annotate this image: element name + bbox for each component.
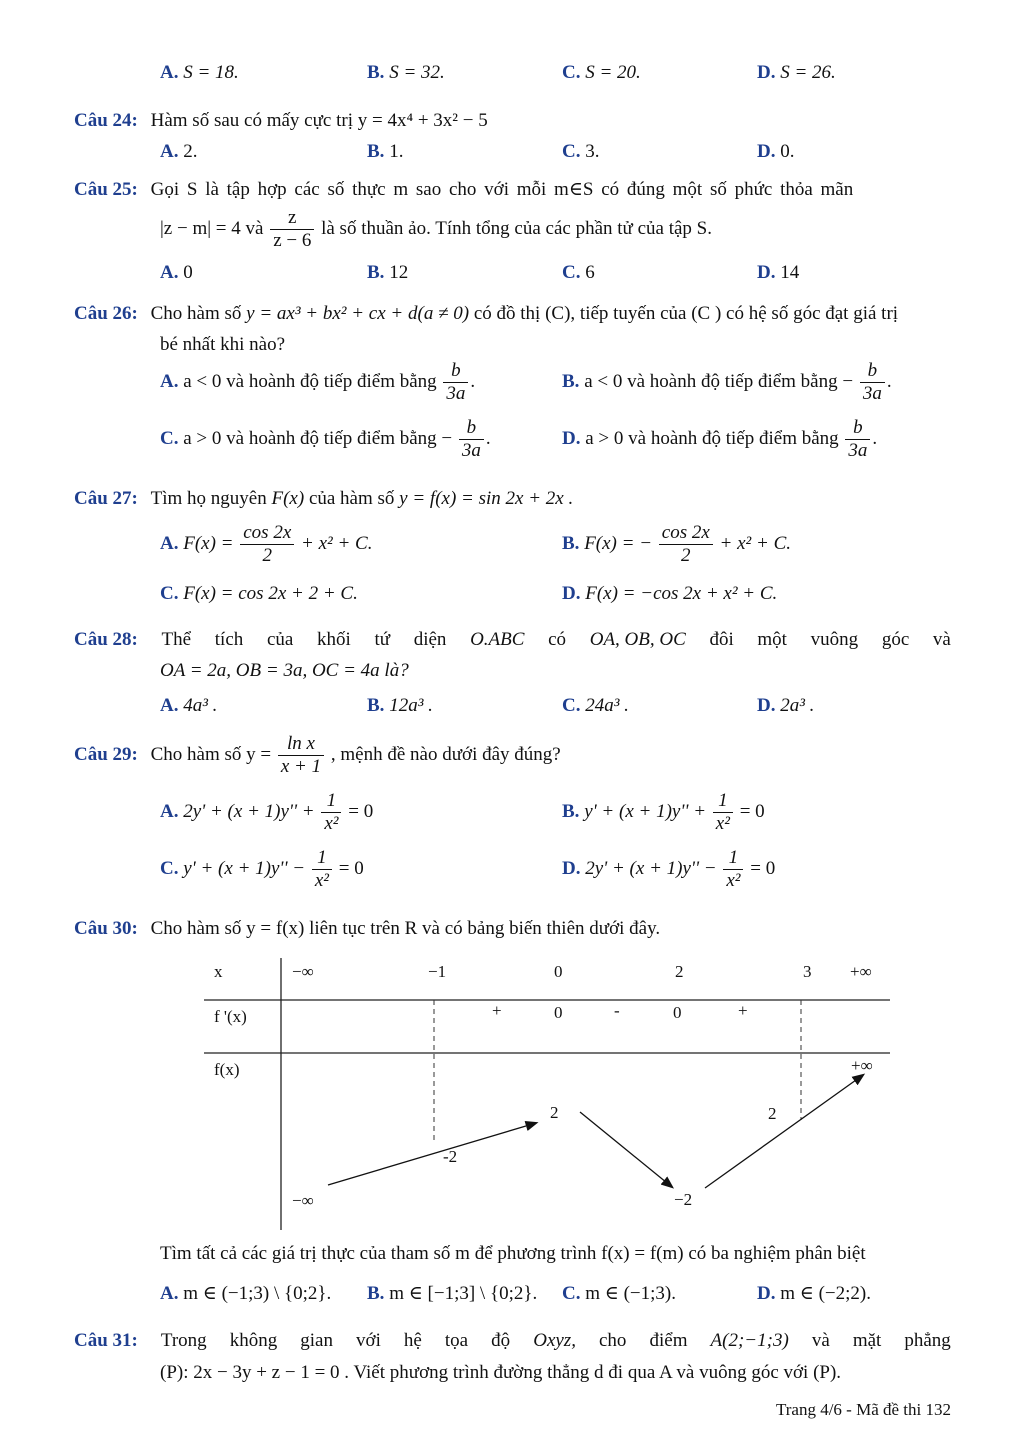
option-d: 0. <box>780 141 795 162</box>
question-label: Câu 24: <box>74 110 138 131</box>
formula: y = f(x) = sin 2x + 2x . <box>399 488 574 509</box>
option-a-text: a < 0 và hoành độ tiếp điểm bằng <box>183 370 437 392</box>
word: Oxyz, <box>533 1330 576 1351</box>
frac-den: x + 1 <box>280 756 322 777</box>
word: tọa <box>444 1330 469 1351</box>
option-d-label: D. <box>757 262 776 283</box>
condition-text: |z − m| = 4 và <box>160 217 264 239</box>
word: tứ <box>374 629 391 650</box>
option-b-pre: F(x) = − <box>584 532 653 554</box>
row-label-fprime: f '(x) <box>214 1007 247 1026</box>
word: diện <box>413 629 447 650</box>
question-28 <box>74 629 951 651</box>
function-name: F(x) <box>271 488 305 509</box>
page-footer: Trang 4/6 - Mã đề thi 132 <box>775 1400 951 1419</box>
option-b-post: = 0 <box>739 800 765 822</box>
option-c-label: C. <box>160 427 179 449</box>
option-b: B. a < 0 và hoành độ tiếp điểm bằng − $\frac{b}{3a}$ . <box>562 360 892 404</box>
frac-num: cos 2x <box>240 522 294 545</box>
option-b-label: B. <box>367 62 385 83</box>
word: cho <box>599 1330 627 1351</box>
word: và <box>811 1330 830 1351</box>
option-d-label: D. <box>757 695 776 716</box>
f-value: 2 <box>768 1104 777 1123</box>
formula: y = ax³ + bx² + cx + d(a ≠ 0) <box>246 303 470 324</box>
fprime-zero: 0 <box>673 1003 682 1022</box>
question-label: Câu 27: <box>74 488 138 509</box>
option-b-label: B. <box>367 141 385 162</box>
option-b-label: B. <box>562 370 580 392</box>
frac-num: 1 <box>312 847 332 870</box>
question-label: Câu 31: <box>74 1330 138 1351</box>
question-label: Câu 28: <box>74 629 138 650</box>
option-b-pre: y' + (x + 1)y'' + <box>584 800 707 822</box>
word: gian <box>300 1330 333 1351</box>
option-a-label: A. <box>160 141 179 162</box>
option-a: 4a³ . <box>183 695 218 716</box>
option-c-label: C. <box>562 141 581 162</box>
option-c-post: = 0 <box>338 857 364 879</box>
word: và <box>932 629 951 650</box>
x-value: 2 <box>675 962 684 981</box>
f-value: -2 <box>443 1147 458 1166</box>
question-text: Gọi S là tập hợp các số thực m sao cho với mỗi m∈S có đúng một số phức thỏa mãn <box>150 179 854 200</box>
f-value: +∞ <box>851 1056 873 1075</box>
word: tích <box>214 629 244 650</box>
question-text: Cho hàm số y = f(x) liên tục trên R và có bảng biến thiên dưới đây. <box>150 918 661 939</box>
option-a-label: A. <box>160 532 179 554</box>
frac-num: ln x <box>278 733 324 756</box>
option-d <box>562 847 775 892</box>
question-25 <box>74 178 853 201</box>
option-a: m ∈ (−1;3) \ {0;2}. <box>183 1283 332 1304</box>
word: phẳng <box>904 1330 951 1351</box>
frac-num: 1 <box>321 790 341 813</box>
option-c-label: C. <box>562 62 581 83</box>
option-c-label: C. <box>562 262 581 283</box>
option-a-label: A. <box>160 62 179 83</box>
option-d-pre: 2y' + (x + 1)y'' − <box>585 857 717 879</box>
option-c <box>160 847 364 892</box>
fprime-sign: + <box>492 1001 502 1020</box>
option-d: 2a³ . <box>780 695 815 716</box>
question-text-2: có đồ thị (C), tiếp tuyến của (C ) có hệ số góc đạt giá trị <box>473 303 899 324</box>
option-a: 2. <box>183 141 198 162</box>
word: đôi <box>709 629 734 650</box>
option-a-pre: 2y' + (x + 1)y'' + <box>183 800 315 822</box>
question-26 <box>74 303 898 325</box>
word: mặt <box>852 1330 882 1351</box>
option-d: D. a > 0 và hoành độ tiếp điểm bằng $\frac{b}{3a}$ . <box>562 417 878 461</box>
word: của <box>266 629 294 650</box>
option-a-post: + x² + C. <box>301 532 373 554</box>
option-b: 12 <box>389 262 409 283</box>
option-b: 1. <box>389 141 404 162</box>
frac-den: x² <box>324 813 339 834</box>
question-label: Câu 30: <box>74 918 138 939</box>
word: có <box>548 629 567 650</box>
frac-den: x² <box>715 813 730 834</box>
option-b <box>562 790 765 835</box>
option-a-label: A. <box>160 262 179 283</box>
option-b-label: B. <box>562 532 580 554</box>
question-31 <box>74 1330 951 1352</box>
word: Trong <box>160 1330 207 1351</box>
variation-table <box>200 950 900 1232</box>
option-c-pre: y' + (x + 1)y'' − <box>183 857 306 879</box>
option-b-post: + x² + C. <box>719 532 791 554</box>
option-a: S = 18. <box>183 62 239 83</box>
word: O.ABC <box>470 629 525 650</box>
frac-den: 2 <box>681 545 691 566</box>
word: vuông <box>810 629 859 650</box>
question-24 <box>74 110 488 132</box>
word: A(2;−1;3) <box>710 1330 789 1351</box>
row-label-f: f(x) <box>214 1060 240 1079</box>
option-a-label: A. <box>160 1283 179 1304</box>
condition-text-2: là số thuần ảo. Tính tổng của các phần tử của tập S. <box>321 217 712 239</box>
option-c-label: C. <box>562 695 581 716</box>
option-a <box>160 522 372 567</box>
question-26-line2: bé nhất khi nào? <box>160 334 286 355</box>
arrow-increasing-2 <box>705 1075 863 1188</box>
word: góc <box>881 629 910 650</box>
option-a: 0 <box>183 262 193 283</box>
frac-num: b <box>459 417 484 440</box>
word: khối <box>316 629 351 650</box>
option-a: A. a < 0 và hoành độ tiếp điểm bằng $\frac{b}{3a}$ . <box>160 360 476 404</box>
x-value: 0 <box>554 962 563 981</box>
word: với <box>356 1330 381 1351</box>
word: một <box>757 629 787 650</box>
q23-options <box>160 62 239 84</box>
frac-den: 3a <box>446 383 466 404</box>
frac-num: b <box>845 417 870 440</box>
x-value: 3 <box>803 962 812 981</box>
option-c: S = 20. <box>585 62 641 83</box>
option-b-text: a < 0 và hoành độ tiếp điểm bằng − <box>584 370 854 392</box>
question-31-line2: (P): 2x − 3y + z − 1 = 0 . Viết phương trình đường thẳng d đi qua A và vuông góc với (P). <box>160 1362 842 1383</box>
option-c: F(x) = cos 2x + 2 + C. <box>183 583 358 604</box>
word: độ <box>491 1330 511 1351</box>
option-d-label: D. <box>757 62 776 83</box>
question-label: Câu 29: <box>74 743 138 765</box>
option-b: S = 32. <box>389 62 445 83</box>
question-text: Hàm số sau có mấy cực trị y = 4x⁴ + 3x² − 5 <box>150 110 488 131</box>
frac-den: 2 <box>262 545 272 566</box>
option-d: S = 26. <box>780 62 836 83</box>
option-c: m ∈ (−1;3). <box>585 1283 676 1304</box>
option-a-label: A. <box>160 370 179 392</box>
option-d-label: D. <box>562 857 581 879</box>
frac-den: 3a <box>862 383 882 404</box>
frac-num: z <box>270 207 314 230</box>
frac-den: x² <box>726 870 741 891</box>
option-c-label: C. <box>562 1283 581 1304</box>
option-d: 14 <box>780 262 800 283</box>
option-d-text: a > 0 và hoành độ tiếp điểm bằng <box>585 427 839 449</box>
f-value: 2 <box>550 1103 559 1122</box>
arrow-increasing-1 <box>328 1123 536 1185</box>
frac-num: b <box>860 360 885 383</box>
option-d-label: D. <box>562 583 581 604</box>
question-label: Câu 26: <box>74 303 138 324</box>
option-d-post: = 0 <box>750 857 776 879</box>
option-b-label: B. <box>367 695 385 716</box>
frac-den: z − 6 <box>273 230 312 251</box>
option-b-label: B. <box>367 1283 385 1304</box>
frac-den: x² <box>314 870 329 891</box>
question-label: Câu 25: <box>74 179 138 200</box>
question-text-2: của hàm số <box>308 488 395 509</box>
question-28-line2: OA = 2a, OB = 3a, OC = 4a là? <box>160 660 409 681</box>
arrow-decreasing <box>580 1112 672 1187</box>
frac-den: 3a <box>848 440 868 461</box>
option-a-label: A. <box>160 695 179 716</box>
option-c-text: a > 0 và hoành độ tiếp điểm bằng − <box>183 427 453 449</box>
question-30-prompt: Tìm tất cả các giá trị thực của tham số m để phương trình f(x) = f(m) có ba nghiệm phân biệt <box>160 1243 866 1264</box>
option-c: 24a³ . <box>585 695 629 716</box>
x-value: +∞ <box>850 962 872 981</box>
fprime-sign: - <box>614 1001 620 1020</box>
question-text-2: , mệnh đề nào dưới đây đúng? <box>330 743 561 765</box>
question-27 <box>74 488 573 510</box>
option-d-label: D. <box>757 1283 776 1304</box>
question-text: Cho hàm số <box>150 303 242 324</box>
option-c-label: C. <box>160 857 179 879</box>
word: không <box>229 1330 278 1351</box>
frac-num: 1 <box>713 790 733 813</box>
fprime-sign: + <box>738 1001 748 1020</box>
option-b <box>562 522 791 567</box>
option-a <box>160 790 373 835</box>
option-a-pre: F(x) = <box>183 532 234 554</box>
f-value: −2 <box>674 1190 693 1209</box>
option-d-label: D. <box>757 141 776 162</box>
frac-num: cos 2x <box>659 522 713 545</box>
word: điểm <box>649 1330 688 1351</box>
option-d: m ∈ (−2;2). <box>780 1283 871 1304</box>
question-29 <box>74 733 561 778</box>
fprime-zero: 0 <box>554 1003 563 1022</box>
option-d-label: D. <box>562 427 581 449</box>
frac-num: b <box>443 360 468 383</box>
option-b-label: B. <box>562 800 580 822</box>
option-c: 6 <box>585 262 595 283</box>
option-d: F(x) = −cos 2x + x² + C. <box>585 583 778 604</box>
f-value: −∞ <box>292 1191 314 1210</box>
option-c: 3. <box>585 141 600 162</box>
option-b: 12a³ . <box>389 695 433 716</box>
frac-den: 3a <box>461 440 481 461</box>
frac-num: 1 <box>723 847 743 870</box>
x-value: −1 <box>428 962 447 981</box>
word: hệ <box>403 1330 422 1351</box>
question-text: Tìm họ nguyên <box>150 488 267 509</box>
word: Thể <box>161 629 192 650</box>
option-a-label: A. <box>160 800 179 822</box>
option-b: m ∈ [−1;3] \ {0;2}. <box>389 1283 538 1304</box>
option-c: C. a > 0 và hoành độ tiếp điểm bằng − $\frac{b}{3a}$ . <box>160 417 491 461</box>
option-b-label: B. <box>367 262 385 283</box>
question-text: Cho hàm số y = <box>150 743 272 765</box>
question-25-line2 <box>160 207 712 252</box>
question-30 <box>74 918 660 940</box>
x-value: −∞ <box>292 962 314 981</box>
option-a-post: = 0 <box>348 800 374 822</box>
word: OA, OB, OC <box>589 629 686 650</box>
option-c-label: C. <box>160 583 179 604</box>
row-label-x: x <box>214 962 223 981</box>
